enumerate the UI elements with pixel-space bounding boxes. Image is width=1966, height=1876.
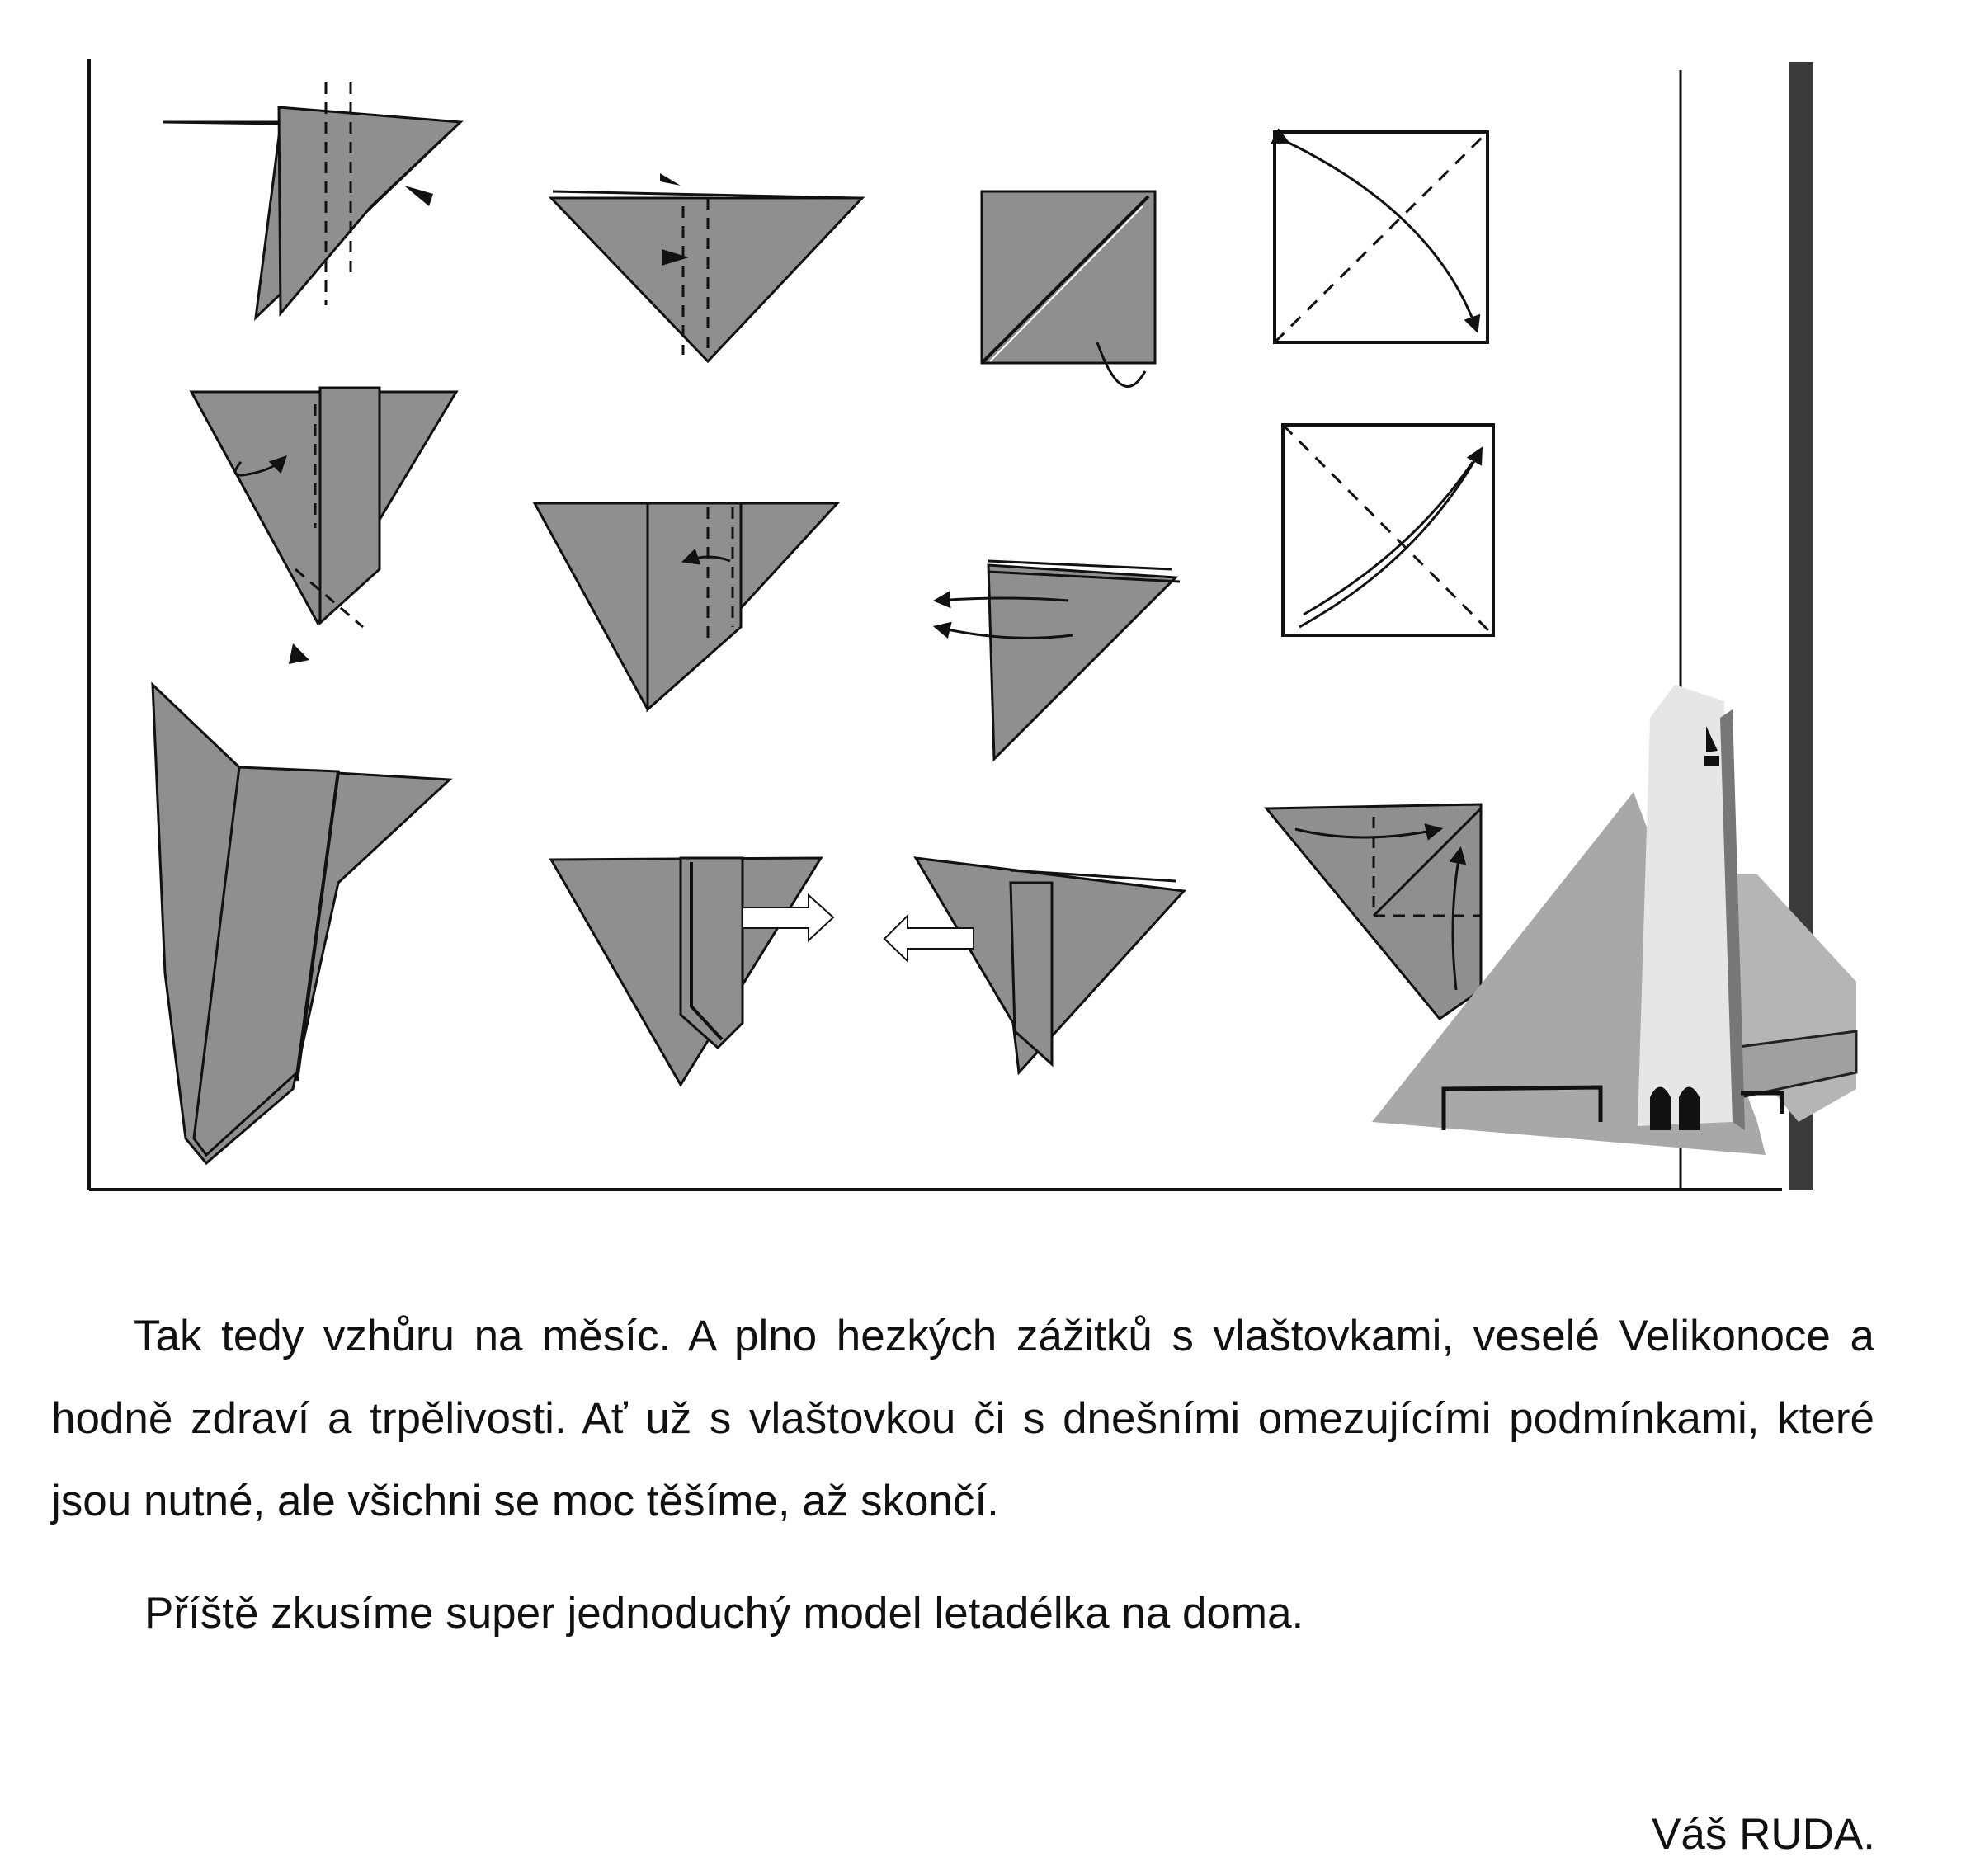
step-fold-diagonal: [1275, 132, 1487, 342]
step-turn-over: [884, 858, 1184, 1072]
step-fold-triangle: [551, 173, 862, 361]
step-fold-square: [982, 191, 1155, 387]
signature: Váš RUDA.: [1652, 1810, 1875, 1859]
step-fold-back: [163, 82, 460, 318]
wish-paragraph: Tak tedy vzhůru na měsíc. A plno hezkých zážitků s vlaštovkami, veselé Velikonoce a hodně zdraví a trpělivosti. Ať už s vlaštovkou či s dnešními omezujícími podmínkami, které jsou nutné, ale všichni se moc těšíme, až skončí.: [51, 1312, 1874, 1525]
next-time-paragraph: Příště zkusíme super jednoduchý model letadélka na doma.: [144, 1589, 1304, 1638]
step-fold-side-panels: [535, 503, 837, 709]
step-fold-triangle-flaps: [936, 561, 1180, 759]
step-fold-wings: [551, 858, 833, 1085]
step-fold-diagonal-2: [1283, 425, 1493, 635]
step-finished-plane: [153, 685, 450, 1163]
step-fold-flaps: [191, 388, 456, 664]
step-fold-center: [1266, 804, 1481, 1019]
